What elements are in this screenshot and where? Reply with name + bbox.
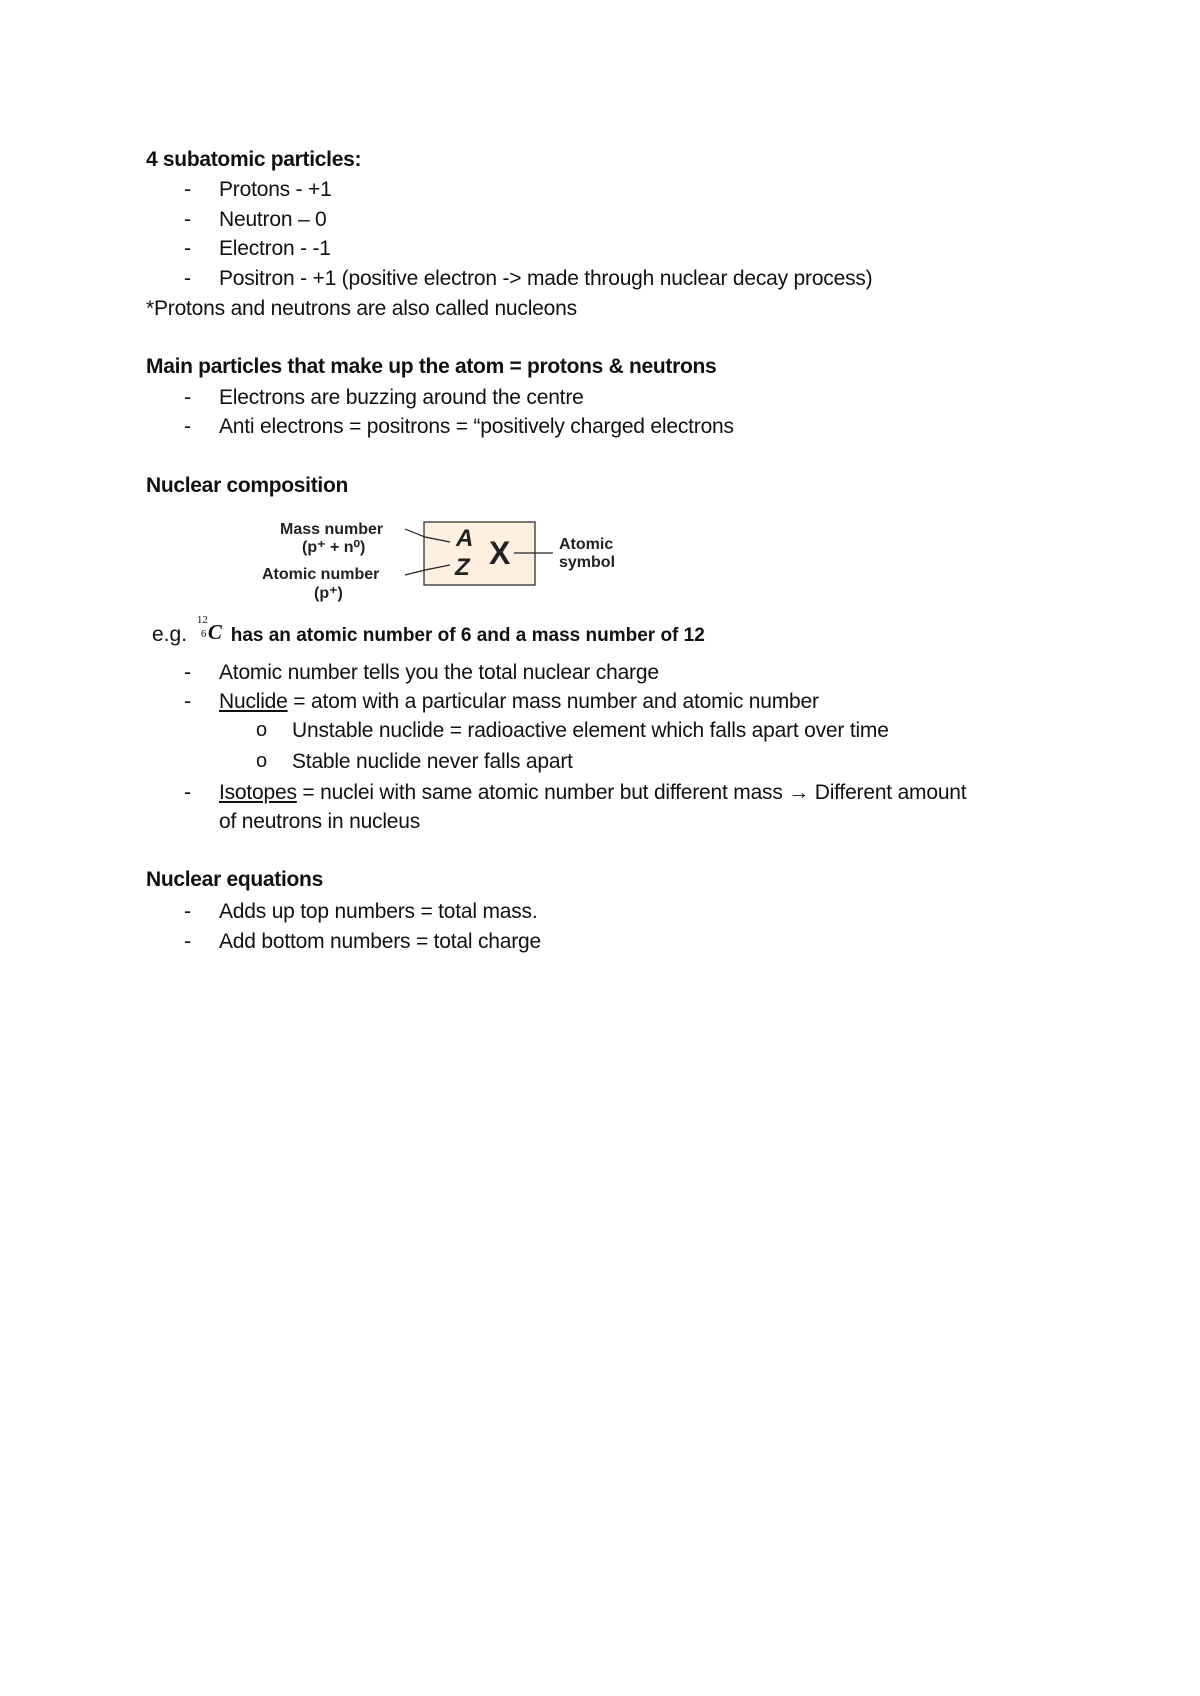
bullet-dash: - [184,661,191,684]
atomic-number-symbol: Z [455,554,470,581]
sub-bullet-marker: o [256,719,268,741]
list-item-electron: Electron - -1 [219,237,331,260]
nuclide-definition: = atom with a particular mass number and atomic number [287,690,819,713]
example-line [152,614,705,647]
nuclear-notation-diagram [255,515,635,605]
carbon-12-isotope-notation [196,614,223,644]
heading-nuclear-equations: Nuclear equations [146,868,323,891]
isotope-mass-number: 12 [196,614,208,626]
arrow-right-icon: → [788,781,810,804]
list-item-isotopes [219,781,966,805]
bullet-dash: - [184,208,191,231]
bullet-dash: - [184,415,191,438]
bullet-dash: - [184,178,191,201]
heading-main-particles: Main particles that make up the atom = protons & neutrons [146,355,717,378]
list-item-bottom-numbers: Add bottom numbers = total charge [219,930,542,953]
mass-number-label: Mass number [280,521,384,538]
element-symbol: X [489,535,511,571]
list-item-atomic-number: Atomic number tells you the total nuclear charge [219,661,659,684]
bullet-dash: - [184,690,191,713]
bullet-dash: - [184,900,191,923]
list-item-protons: Protons - +1 [219,178,332,201]
bullet-dash: - [184,267,191,290]
list-item-anti-electrons: Anti electrons = positrons = “positively charged electrons [219,415,734,438]
isotopes-definition-tail: Different amount [809,781,967,804]
bullet-dash: - [184,930,191,953]
bullet-dash: - [184,781,191,804]
mass-number-symbol: A [456,525,474,552]
isotope-symbol: C [207,620,222,644]
list-item-nuclide [219,690,819,714]
atomic-number-label: Atomic number [262,566,380,583]
list-item-neutron: Neutron – 0 [219,208,327,231]
list-item-electrons-buzzing: Electrons are buzzing around the centre [219,386,584,409]
note-nucleons: *Protons and neutrons are also called nucleons [146,297,577,320]
heading-subatomic: 4 subatomic particles: [146,148,362,171]
isotopes-definition: = nuclei with same atomic number but different mass [296,781,789,804]
mass-number-formula: (p⁺ + n⁰) [302,539,366,556]
sub-bullet-marker: o [256,750,268,772]
list-item-stable-nuclide: Stable nuclide never falls apart [292,750,573,773]
atomic-number-formula: (p⁺) [314,585,343,602]
heading-nuclear-composition: Nuclear composition [146,474,349,497]
list-item-positron: Positron - +1 (positive electron -> made through nuclear decay process) [219,267,873,290]
example-prefix: e.g. [152,623,188,646]
atomic-symbol-label: Atomic [559,536,614,553]
bullet-dash: - [184,237,191,260]
isotope-atomic-number: 6 [200,628,207,640]
isotopes-term: Isotopes [219,781,297,804]
example-text: has an atomic number of 6 and a mass number of 12 [230,625,705,646]
list-item-top-numbers: Adds up top numbers = total mass. [219,900,538,923]
bullet-dash: - [184,386,191,409]
list-item-isotopes-continued: of neutrons in nucleus [219,810,421,833]
atomic-symbol-label-2: symbol [559,554,616,571]
list-item-unstable-nuclide: Unstable nuclide = radioactive element which falls apart over time [292,719,889,742]
nuclide-term: Nuclide [219,690,288,713]
